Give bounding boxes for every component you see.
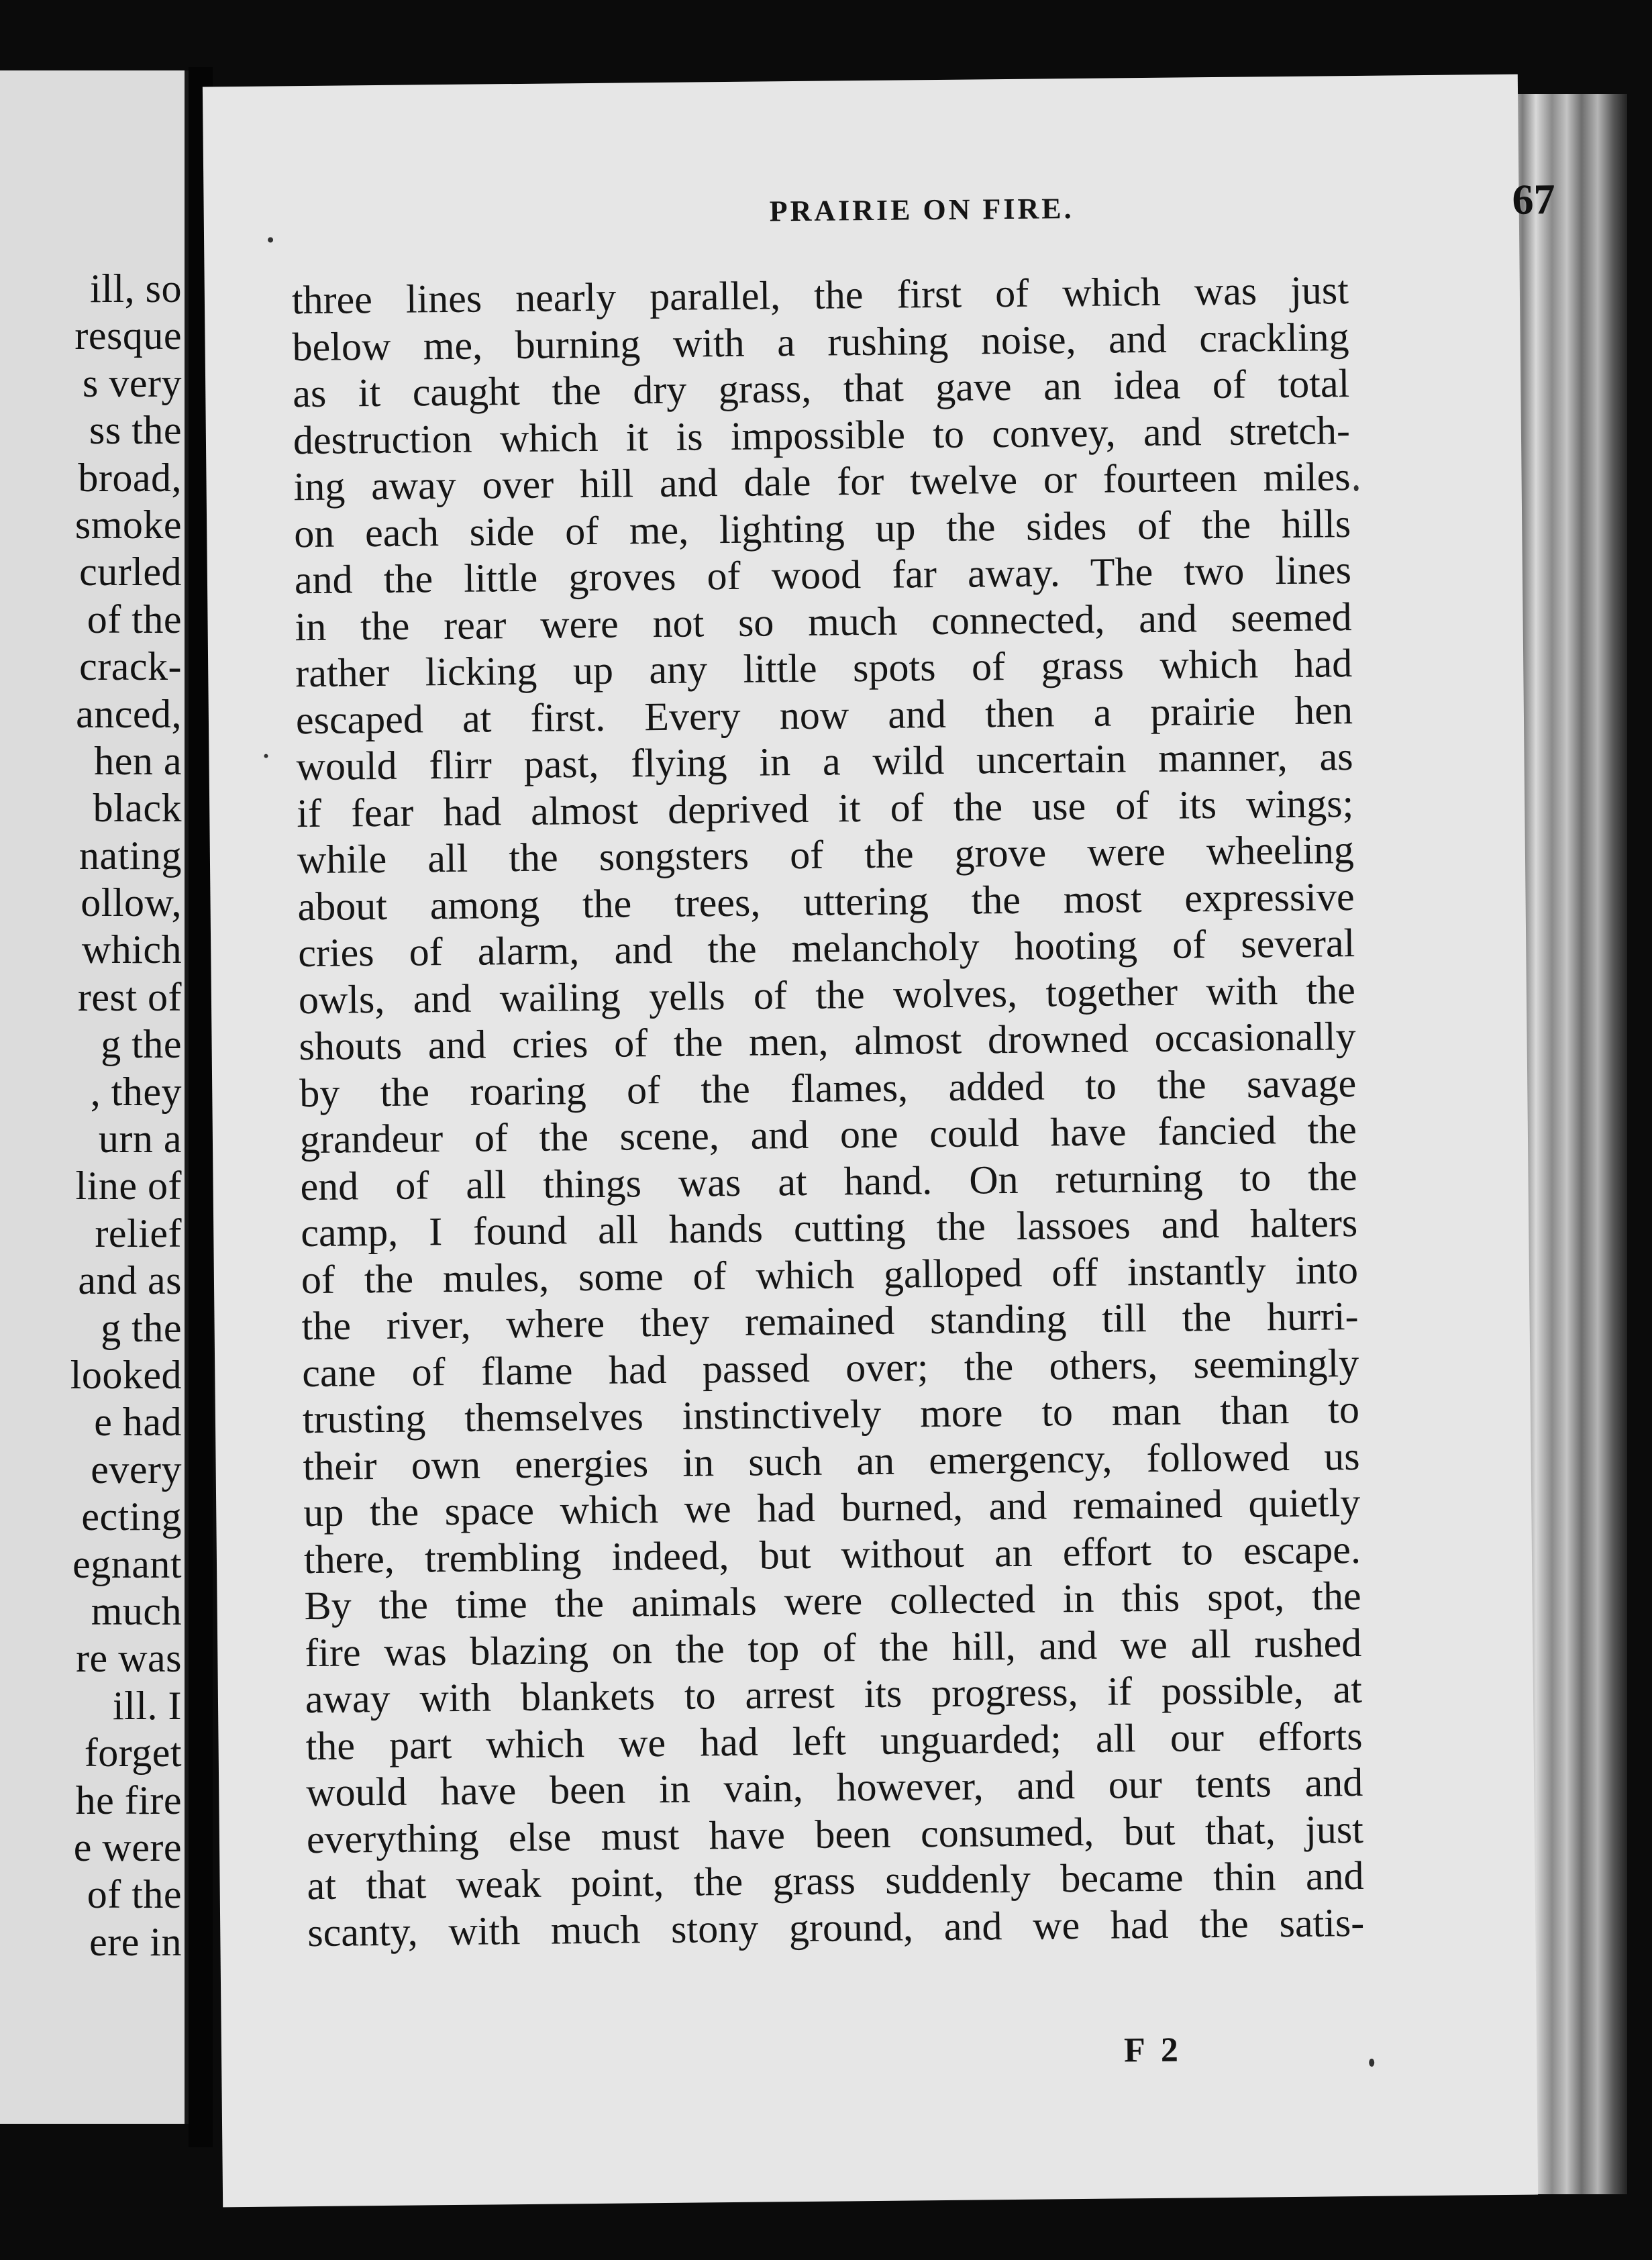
left-text-line: re was (76, 1636, 182, 1681)
left-text-line: resque (74, 313, 182, 358)
text-line: owls, and wailing yells of the wolves, together with the (298, 967, 1356, 1022)
left-text-line: of the (87, 597, 182, 641)
text-line: away with blankets to arrest its progress, if possible, at (305, 1667, 1363, 1722)
left-text-line: forget (84, 1731, 182, 1776)
text-line: below me, burning with a rushing noise, and crackling (292, 314, 1349, 369)
left-text-line: , they (90, 1069, 182, 1114)
left-text-line: e were (73, 1825, 182, 1869)
left-text-line: ill. I (113, 1683, 182, 1728)
left-page (0, 70, 189, 2124)
text-line: about among the trees, uttering the most expressive (297, 874, 1355, 929)
text-line: three lines nearly parallel, the first of which was just (291, 268, 1349, 323)
ink-speck (268, 237, 273, 242)
left-text-line: smoke (74, 502, 182, 547)
left-text-line: ecting (81, 1494, 182, 1539)
left-text-line: he fire (75, 1778, 182, 1822)
body-text (292, 267, 1365, 1956)
text-line: would have been in vain, however, and our tents and (305, 1759, 1363, 1815)
text-line: grandeur of the scene, and one could have fancied the (299, 1107, 1357, 1162)
text-line: on each side of me, lighting up the sides of the hills (293, 501, 1351, 556)
left-text-line: every (91, 1447, 182, 1492)
text-line: destruction which it is impossible to convey, and stretch- (293, 407, 1351, 462)
text-line: cane of flame had passed over; the others, seemingly (301, 1340, 1359, 1395)
left-text-line: which (81, 927, 182, 972)
text-line: of the mules, some of which galloped off instantly into (301, 1247, 1359, 1302)
text-line: shouts and cries of the men, almost drowned occasionally (299, 1014, 1356, 1069)
text-line: By the time the animals were collected in this spot, the (304, 1574, 1361, 1629)
left-text-line: egnant (72, 1541, 182, 1586)
left-text-line: hen a (94, 738, 182, 783)
left-text-line: crack- (79, 644, 182, 689)
text-line: up the space which we had burned, and remained quietly (303, 1480, 1361, 1535)
text-line: the river, where they remained standing till the hurri- (301, 1294, 1359, 1349)
left-text-line: and as (78, 1258, 182, 1303)
text-line: end of all things was at hand. On returning to the (300, 1153, 1357, 1209)
left-text-line: black (93, 786, 182, 831)
text-line: fire was blazing on the top of the hill, and we all rushed (304, 1620, 1362, 1675)
text-line: everything else must have been consumed, but that, just (306, 1806, 1364, 1861)
text-line: and the little groves of wood far away. The two lines (294, 548, 1352, 603)
running-head: PRAIRIE ON FIRE. (769, 192, 1074, 228)
ink-speck (1354, 485, 1359, 491)
page-number: 67 (1512, 175, 1555, 223)
left-text-line: s very (83, 360, 182, 405)
left-text-line: g the (101, 1305, 182, 1350)
left-text-line: urn a (98, 1117, 182, 1162)
left-text-line: e had (94, 1400, 182, 1445)
text-line: in the rear were not so much connected, and seemed (295, 594, 1352, 649)
left-text-line: ss the (89, 408, 182, 453)
text-line: the part which we had left unguarded; all our efforts (305, 1713, 1363, 1768)
left-text-line: ere in (89, 1919, 182, 1964)
left-text-line: of the (87, 1872, 182, 1917)
left-text-line: nating (79, 833, 182, 878)
left-text-line: line of (75, 1164, 182, 1209)
text-line: trusting themselves instinctively more to man than to (302, 1387, 1360, 1442)
left-text-line: g the (101, 1022, 182, 1067)
left-text-line: ill, so (90, 266, 182, 311)
text-line: while all the songsters of the grove were wheeling (297, 827, 1355, 882)
text-line: ing away over hill and dale for twelve or fourteen miles (293, 454, 1351, 509)
text-line: rather licking up any little spots of grass which had (295, 641, 1353, 696)
left-text-line: much (91, 1588, 182, 1633)
text-line: their own energies in such an emergency, followed us (303, 1433, 1360, 1488)
left-text-line: curled (79, 550, 182, 595)
left-text-line: ollow, (81, 880, 182, 925)
text-line: scanty, with much stony ground, and we had the satis- (307, 1900, 1365, 1955)
ink-speck (1369, 2059, 1374, 2067)
left-text-line: broad, (78, 455, 182, 500)
left-text-line: looked (70, 1352, 182, 1397)
right-page (203, 74, 1555, 2208)
text-line: by the roaring of the flames, added to the savage (299, 1060, 1357, 1115)
text-line: escaped at first. Every now and then a prairie hen (295, 687, 1353, 742)
left-page-text (70, 265, 182, 1965)
text-line: as it caught the dry grass, that gave an idea of total (292, 361, 1350, 416)
signature-mark: F 2 (1123, 2031, 1183, 2070)
text-line: would flirr past, flying in a wild uncertain manner, as (296, 734, 1353, 789)
text-line: there, trembling indeed, but without an effort to escape. (303, 1527, 1361, 1582)
text-line: cries of alarm, and the melancholy hooting of several (297, 921, 1355, 976)
left-text-line: rest of (77, 974, 182, 1019)
left-text-line: relief (95, 1211, 182, 1255)
text-line: if fear had almost deprived it of the use of its wings; (296, 780, 1354, 835)
text-line: camp, I found all hands cutting the lassoes and halters (300, 1200, 1358, 1255)
ink-speck (264, 754, 268, 758)
text-line: at that weak point, the grass suddenly became thin and (307, 1853, 1364, 1908)
left-text-line: anced, (76, 691, 182, 736)
